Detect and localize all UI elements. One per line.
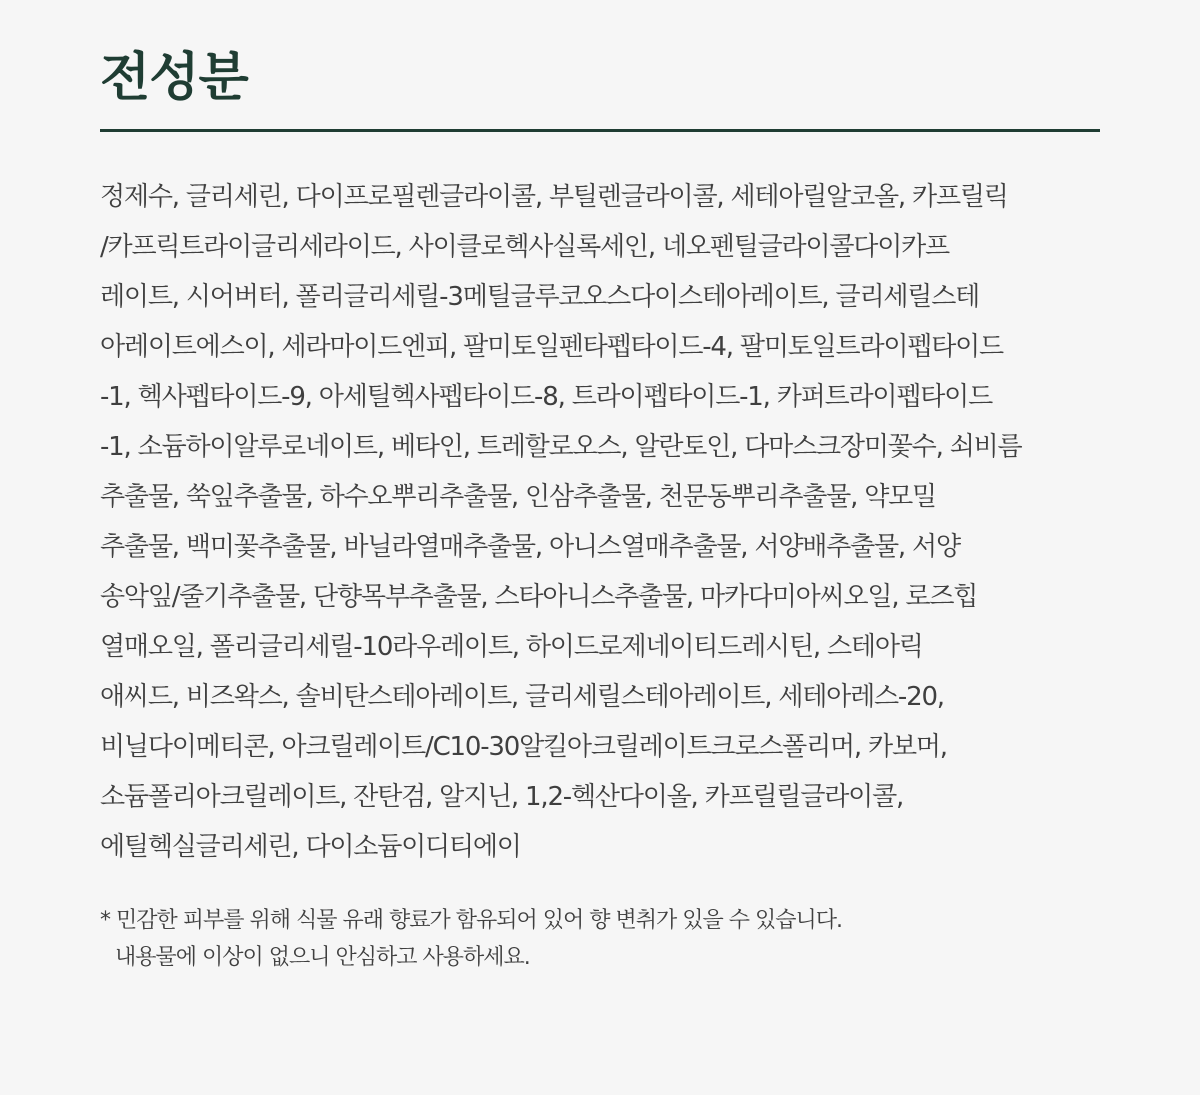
page-title: 전성분 — [100, 48, 248, 108]
ingredients-line: 레이트, 시어버터, 폴리글리세릴-3메틸글루코오스다이스테아레이트, 글리세릴스테 — [100, 282, 980, 312]
ingredients-line: /카프릭트라이글리세라이드, 사이클로헥사실록세인, 네오펜틸글라이콜다이카프 — [100, 232, 949, 262]
notice-line-2: 내용물에 이상이 없으니 안심하고 사용하세요. — [115, 945, 530, 970]
ingredients-line: 정제수, 글리세린, 다이프로필렌글라이콜, 부틸렌글라이콜, 세테아릴알코올, 카프릴릭 — [100, 182, 1008, 212]
ingredients-line: -1, 헥사펩타이드-9, 아세틸헥사펩타이드-8, 트라이펩타이드-1, 카퍼트라이펩타이드 — [100, 382, 993, 412]
ingredients-line: 에틸헥실글리세린, 다이소듐이디티에이 — [100, 832, 521, 862]
ingredients-line: 송악잎/줄기추출물, 단향목부추출물, 스타아니스추출물, 마카다미아씨오일, 로즈힙 — [100, 582, 978, 612]
ingredients-line: 추출물, 쑥잎추출물, 하수오뿌리추출물, 인삼추출물, 천문동뿌리추출물, 약모밀 — [100, 482, 936, 512]
notice-line-1: * 민감한 피부를 위해 식물 유래 향료가 함유되어 있어 향 변취가 있을 수 있습니다. — [100, 908, 842, 933]
ingredients-line: 아레이트에스이, 세라마이드엔피, 팔미토일펜타펩타이드-4, 팔미토일트라이펩타이드 — [100, 332, 1003, 362]
ingredients-line: 열매오일, 폴리글리세릴-10라우레이트, 하이드로제네이티드레시틴, 스테아릭 — [100, 632, 923, 662]
ingredients-line: 애씨드, 비즈왁스, 솔비탄스테아레이트, 글리세릴스테아레이트, 세테아레스-20, — [100, 682, 944, 712]
ingredients-line: 비닐다이메티콘, 아크릴레이트/C10-30알킬아크릴레이트크로스폴리머, 카보머, — [100, 732, 947, 762]
title-divider — [100, 129, 1100, 132]
ingredients-line: -1, 소듐하이알루로네이트, 베타인, 트레할로오스, 알란토인, 다마스크장미꽃수, 쇠비름 — [100, 432, 1022, 462]
ingredients-list — [100, 172, 1100, 872]
ingredients-line: 소듐폴리아크릴레이트, 잔탄검, 알지닌, 1,2-헥산다이올, 카프릴릴글라이콜, — [100, 782, 904, 812]
notice-text — [100, 902, 1100, 976]
ingredients-line: 추출물, 백미꽃추출물, 바닐라열매추출물, 아니스열매추출물, 서양배추출물, 서양 — [100, 532, 960, 562]
